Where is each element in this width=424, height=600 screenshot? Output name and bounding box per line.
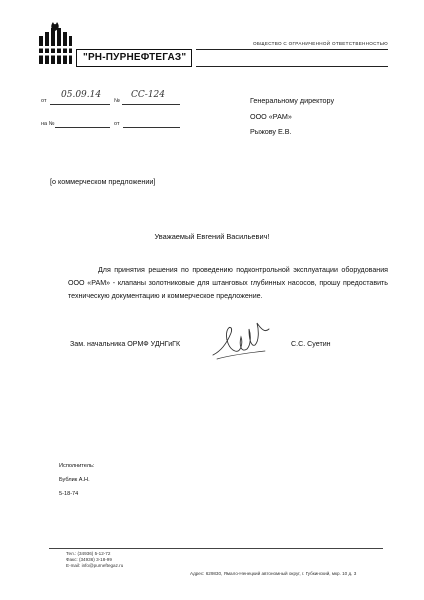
footer-fax: Факс: (34936) 3-18-99 [66,557,112,562]
company-logo-icon [38,22,72,64]
addressee-line-1: Генеральному директору [250,96,335,105]
ref-number-line [55,120,110,128]
letter-body: Для принятия решения по проведению подконтрольной эксплуатации оборудования ООО «РАМ» - клапаны золотниковые для штанговых глубинных насосов, прошу предоставить техническую документацию и коммерческое предложение. [68,266,388,300]
company-name-box: "РН-ПУРНЕФТЕГАЗ" [76,49,192,67]
addressee-line-2: ООО «РАМ» [250,112,292,121]
footer-address: Адрес: 629830, Ямало-Ненецкий автономный округ, г. Губкинский, мкр. 10 д. 3 [190,571,357,576]
executor-label: Исполнитель: [59,463,95,469]
subject-line: [о коммерческом предложении] [50,177,156,186]
executor-phone: 5-18-74 [59,491,79,497]
ref-number-label: на № [41,121,55,127]
header-rule-bottom [196,66,388,67]
date-label: от [41,98,47,104]
executor-name: Бублик А.Н. [59,477,90,483]
org-type-label: ОБЩЕСТВО С ОГРАНИЧЕННОЙ ОТВЕТСТВЕННОСТЬЮ [253,41,388,46]
footer-tel: Тел.: (34936) 5-12-72 [66,551,111,556]
ref-date-line [123,120,180,128]
number-label: № [114,98,120,104]
number-value: СС-124 [131,90,165,100]
addressee-line-3: Рыжову Е.В. [250,127,292,136]
signatory-title: Зам. начальника ОРМФ УДНГиГК [70,340,181,348]
footer-email: E-mail: info@purneftegaz.ru [66,563,124,568]
header-rule-top [196,49,388,50]
footer-contacts [66,551,123,569]
greeting: Уважаемый Евгений Васильевич! [154,232,270,241]
footer-rule [49,548,383,549]
handwritten-signature-icon [207,315,275,367]
date-value: 05.09.14 [61,90,102,100]
signatory-name: С.С. Суетин [291,340,331,348]
ref-date-label: от [114,121,120,127]
